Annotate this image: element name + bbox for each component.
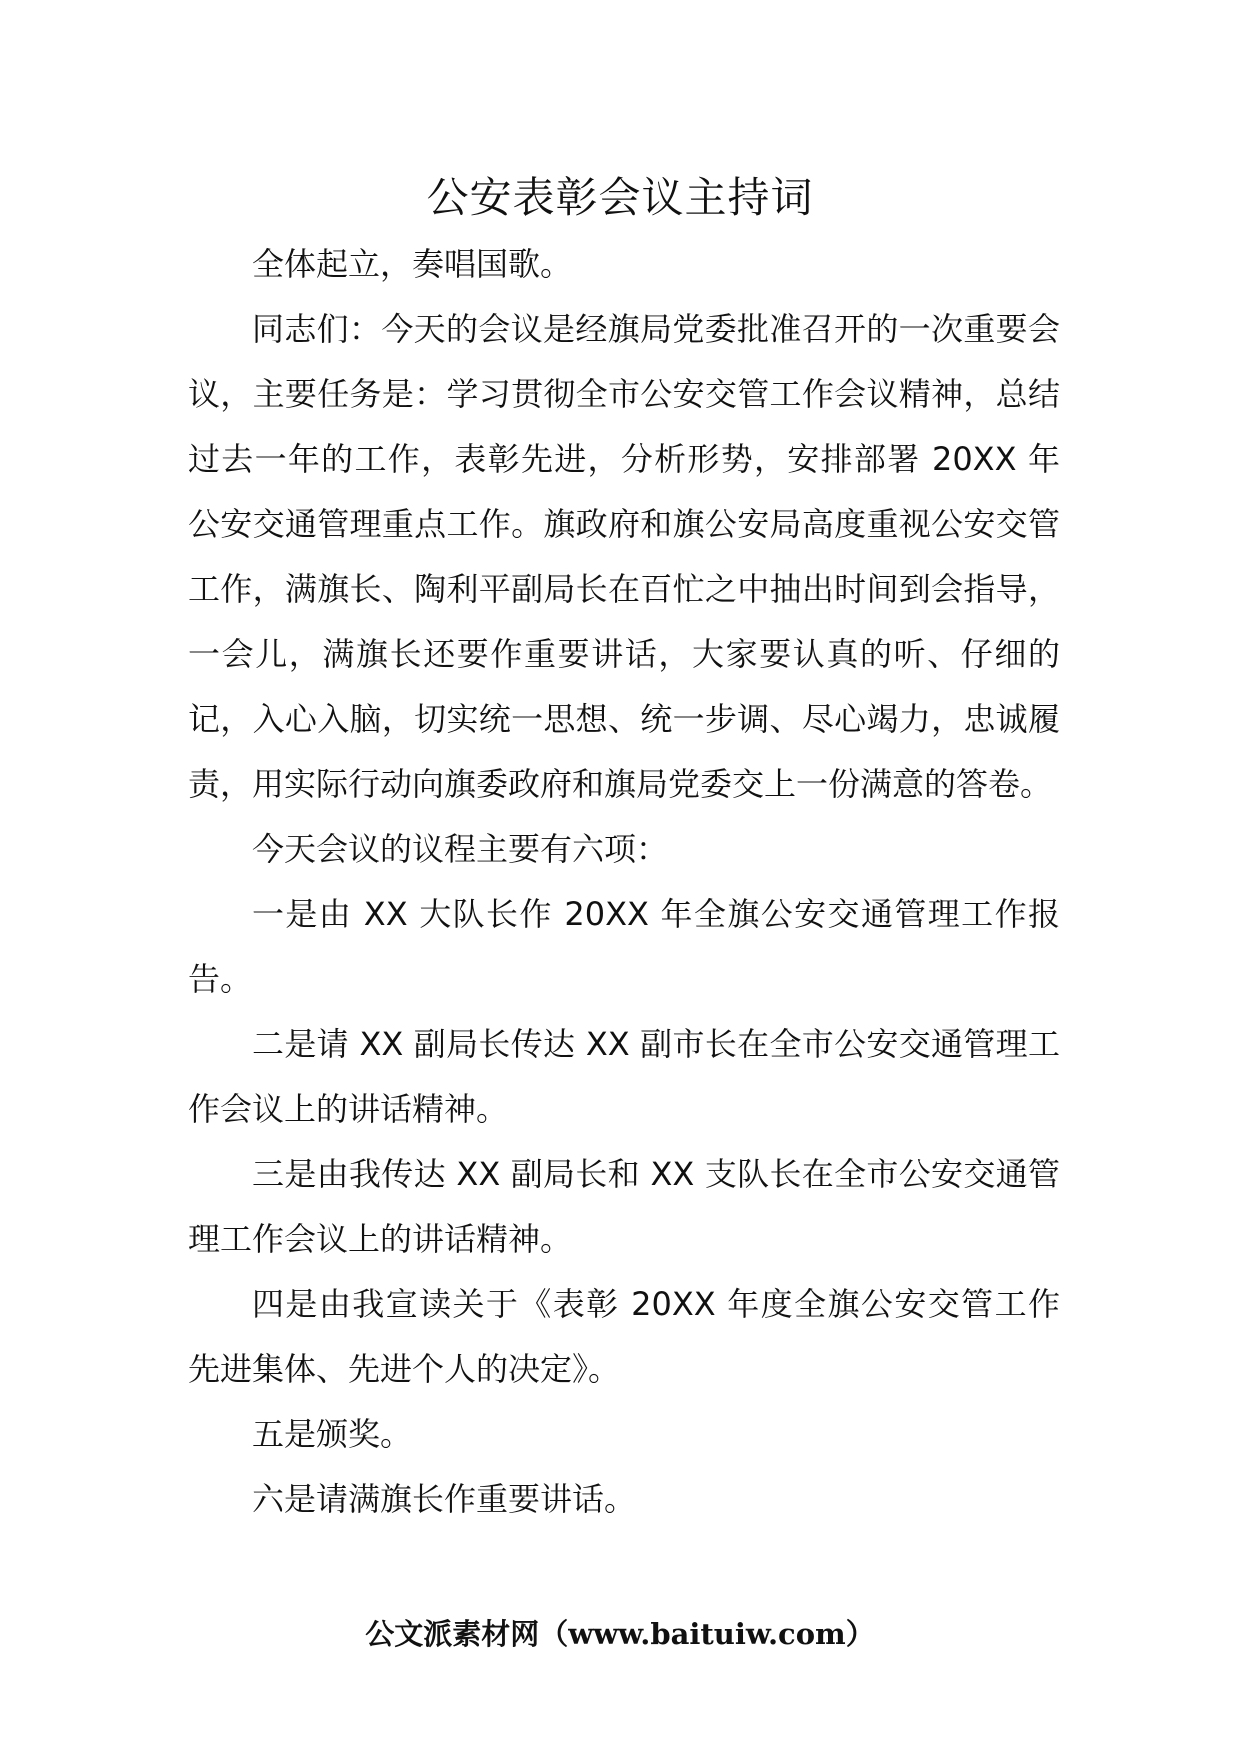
paragraph-opening-remarks: 同志们：今天的会议是经旗局党委批准召开的一次重要会议，主要任务是：学习贯彻全市公安交管工作会议精神，总结过去一年的工作，表彰先进，分析形势，安排部署 20XX 年公安交通管理重点工作。旗政府和旗公安局高度重视公安交管工作，满旗长、陶利平副局长在百忙之中抽出时间到会指导，一会儿，满旗长还要作重要讲话，大家要认真的听、仔细的记，入心入脑，切实统一思想、统一步调、尽心竭力，忠诚履责，用实际行动向旗委政府和旗局党委交上一份满意的答卷。 (188, 310, 1060, 803)
document-body (188, 232, 1060, 1532)
document-title: 公安表彰会议主持词 (426, 173, 814, 222)
paragraph-agenda-intro: 今天会议的议程主要有六项： (252, 830, 669, 868)
agenda-item-1: 一是由 XX 大队长作 20XX 年全旗公安交通管理工作报告。 (188, 895, 1060, 998)
agenda-item-5: 五是颁奖。 (252, 1415, 413, 1453)
agenda-item-4: 四是由我宣读关于《表彰 20XX 年度全旗公安交管工作先进集体、先进个人的决定》。 (188, 1285, 1060, 1388)
agenda-item-2: 二是请 XX 副局长传达 XX 副市长在全市公安交通管理工作会议上的讲话精神。 (188, 1025, 1060, 1128)
footer-credit: 公文派素材网（www.baituiw.com） (365, 1617, 875, 1651)
agenda-item-6: 六是请满旗长作重要讲话。 (252, 1480, 637, 1518)
paragraph-anthem: 全体起立，奏唱国歌。 (252, 245, 573, 283)
agenda-item-3: 三是由我传达 XX 副局长和 XX 支队长在全市公安交通管理工作会议上的讲话精神。 (188, 1155, 1060, 1258)
